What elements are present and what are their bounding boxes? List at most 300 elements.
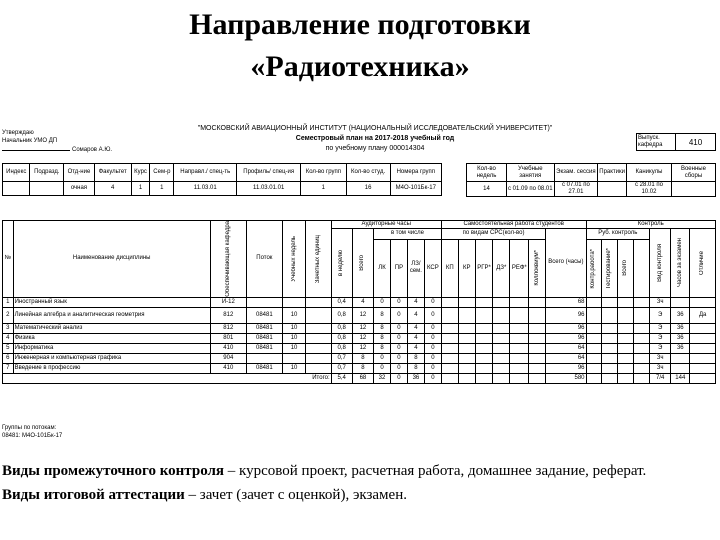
col-kontr [586,239,602,297]
totals-sam: 580 [546,373,586,383]
cell-empty [529,323,546,333]
cell-empty [529,353,546,363]
cell-empty [618,307,634,323]
cell-empty [618,363,634,373]
cell-empty [458,353,475,363]
footer-line2-rest: – зачет (зачет с оценкой), экзамен. [184,487,407,503]
hdr-faculty: Факультет [94,164,131,182]
col-sam-total: Всего (часы) [546,229,586,298]
cell-pr: 0 [390,333,407,343]
cell-empty [441,353,458,363]
cell-ksr: 0 [424,353,441,363]
hdr-course: Курс [131,164,150,182]
cell-mark [690,297,716,307]
footer-line1-rest: – курсовой проект, расчетная работа, домашнее задание, реферат. [224,463,647,479]
hdr-exam-session: Экзам. сессия [554,164,598,182]
cell-lk: 8 [374,343,391,353]
totals-ref [510,373,529,383]
col-stream: Поток [246,221,282,298]
cell-stream: 08481 [246,307,282,323]
totals-kr [458,373,475,383]
signature-line [2,150,70,151]
col-coll [529,239,546,297]
val-profile: 11.03.01.01 [237,182,301,196]
table-row [3,307,716,323]
totals-lk: 32 [374,373,391,383]
hdr-weeks: Кол-во недель [467,164,507,182]
cell-credit [306,297,331,307]
cell-stream [246,353,282,363]
col-credit [306,221,331,298]
cell-lk: 8 [374,307,391,323]
cell-empty [458,343,475,353]
cell-stream: 08481 [246,333,282,343]
cell-kind: Э [650,333,671,343]
cell-pr: 0 [390,307,407,323]
streams-label: Группы по потокам: [2,425,57,431]
cell-empty [586,333,602,343]
cell-empty [634,297,650,307]
cell-lk: 8 [374,333,391,343]
cell-empty [493,343,510,353]
hdr-direction: Направл./ спец-ть [174,164,237,182]
cell-empty [493,297,510,307]
cell-n: 5 [3,343,14,353]
cell-pr: 0 [390,353,407,363]
totals-empty [529,373,546,383]
cell-weeks: 10 [282,343,305,353]
cell-empty [602,333,618,343]
totals-coll [586,373,602,383]
cell-n: 1 [3,297,14,307]
cell-name: Физика [13,333,210,343]
slide-title-line1: Направление подготовки [189,8,531,41]
col-sam-group: Самостоятельная работа студентов [441,221,586,229]
cell-empty [634,333,650,343]
cell-lk: 0 [374,297,391,307]
cell-empty [618,343,634,353]
totals-kind: 7/4 [650,373,671,383]
cell-dept: 410 [210,343,246,353]
cell-n: 4 [3,333,14,343]
cell-empty [441,343,458,353]
cell-empty [602,363,618,373]
cell-name: Математический анализ [13,323,210,333]
slide-title-line2: «Радиотехника» [250,50,470,83]
val-practice [598,182,627,197]
val-military [671,182,715,197]
cell-empty [618,333,634,343]
totals-rub [634,373,650,383]
cell-tot: 8 [352,353,373,363]
cell-empty [634,343,650,353]
issuing-dept-box [636,133,716,151]
cell-empty [602,307,618,323]
cell-empty [529,333,546,343]
cell-empty [634,323,650,333]
cell-empty [618,297,634,307]
hdr-classes: Учебные занятия [506,164,554,182]
cell-tot: 12 [352,323,373,333]
cell-exam: 36 [671,333,690,343]
cell-dept: И-12 [210,297,246,307]
cell-credit [306,353,331,363]
totals-ksr: 0 [424,373,441,383]
val-weeks: 14 [467,182,507,197]
col-by-type: по видам СРС(кол-во) [441,229,545,240]
col-lk: ЛК [374,239,391,297]
col-rub-total-label: Всего [622,260,629,277]
cell-weeks [282,297,305,307]
col-no: № [3,221,14,298]
disciplines-body [3,297,716,373]
cell-ksr: 0 [424,297,441,307]
cell-credit [306,333,331,343]
cell-w: 0,8 [331,333,352,343]
cell-empty [458,333,475,343]
cell-empty [475,363,493,373]
cell-lab: 4 [407,333,424,343]
cell-w: 0,7 [331,363,352,373]
approve-name: Сомаров А.Ю. [72,147,113,153]
cell-mark [690,363,716,373]
cell-empty [529,307,546,323]
hdr-students-count: Кол-во студ. [346,164,390,182]
cell-sam: 96 [546,323,586,333]
val-subdivision [30,182,64,196]
cell-sam: 96 [546,363,586,373]
cell-empty [458,363,475,373]
cell-empty [510,333,529,343]
cell-weeks: 10 [282,363,305,373]
totals-test [618,373,634,383]
cell-mark [690,333,716,343]
cell-name: Иностранный язык [13,297,210,307]
approve-label: Утверждаю [2,130,34,136]
col-mark [690,229,716,298]
cell-empty [458,307,475,323]
hdr-military: Военные сборы [671,164,715,182]
cell-n: 2 [3,307,14,323]
cell-empty [475,323,493,333]
plan-subtitle: по учебному плану 000014304 [325,145,425,152]
col-discipline: Наименование дисциплины [13,221,210,298]
totals-week: 5,4 [331,373,352,383]
approve-role: Начальник УМО ДП [2,138,58,144]
totals-mark [690,373,716,383]
cell-weeks: 10 [282,307,305,323]
cell-name: Линейная алгебра и аналитическая геометрия [13,307,210,323]
cell-stream: 08481 [246,343,282,353]
val-classes: с 01.09 по 08.01 [506,182,554,197]
col-rgr: РГР* [475,239,493,297]
col-kp: КП [441,239,458,297]
totals-label: Итого: [3,373,332,383]
cell-empty [586,297,602,307]
cell-tot: 8 [352,363,373,373]
cell-lab: 4 [407,297,424,307]
cell-empty [602,323,618,333]
val-direction: 11.03.01 [174,182,237,196]
cell-dept: 812 [210,307,246,323]
cell-name: Инженерная и компьютерная графика [13,353,210,363]
cell-sam: 64 [546,343,586,353]
cell-exam [671,297,690,307]
cell-exam [671,363,690,373]
cell-n: 7 [3,363,14,373]
col-credit-label: Зачетных единиц [314,234,321,284]
table-row [3,353,716,363]
cell-empty [634,363,650,373]
cell-pr: 0 [390,297,407,307]
cell-tot: 12 [352,343,373,353]
group-info-table [2,163,442,196]
col-test [602,239,618,297]
col-weeks-label: Учебных недель [290,236,297,282]
cell-empty [529,343,546,353]
col-rub: Руб. контроль [586,229,650,240]
hdr-group-numbers: Номера групп [390,164,441,182]
cell-sam: 68 [546,297,586,307]
cell-pr: 0 [390,323,407,333]
cell-weeks: 10 [282,323,305,333]
cell-empty [493,333,510,343]
cell-empty [458,297,475,307]
totals-row [3,373,716,383]
col-dept [210,221,246,298]
totals-kontr [602,373,618,383]
cell-credit [306,343,331,353]
cell-w: 0,7 [331,353,352,363]
cell-empty [475,353,493,363]
cell-pr: 0 [390,363,407,373]
cell-lab: 8 [407,353,424,363]
cell-ksr: 0 [424,333,441,343]
cell-empty [586,343,602,353]
cell-empty [602,343,618,353]
table-row [3,333,716,343]
col-kontr-label: Контр.работа* [590,248,597,289]
cell-empty [618,323,634,333]
col-mark-label: Отличие [699,250,706,275]
cell-pr: 0 [390,343,407,353]
cell-empty [510,363,529,373]
val-department: очная [64,182,95,196]
cell-empty [441,333,458,343]
val-course: 1 [131,182,150,196]
cell-empty [602,297,618,307]
footer-line2 [2,484,718,506]
footer-line2-bold: Виды итоговой аттестации [2,487,185,503]
cell-kind: Э [650,307,671,323]
cell-name: Информатика [13,343,210,353]
hdr-groups-count: Кол-во групп [301,164,346,182]
curriculum-document [0,112,720,445]
issuing-dept-value: 410 [676,134,716,151]
val-faculty: 4 [94,182,131,196]
cell-kind: Зч [650,363,671,373]
cell-empty [634,353,650,363]
col-lab: ЛЗ/ сем. [407,239,424,297]
disciplines-table [2,220,716,384]
val-holidays: с 28.01 по 10.02 [627,182,672,197]
cell-w: 0,4 [331,297,352,307]
cell-empty [441,323,458,333]
cell-ksr: 0 [424,343,441,353]
hdr-subdivision: Подразд. [30,164,64,182]
cell-kind: Э [650,323,671,333]
cell-mark [690,343,716,353]
hdr-practice: Практики [598,164,627,182]
cell-lab: 4 [407,323,424,333]
cell-lk: 0 [374,363,391,373]
cell-kind: Э [650,343,671,353]
cell-ksr: 0 [424,323,441,333]
col-kr: КР [458,239,475,297]
cell-stream [246,297,282,307]
hdr-profile: Профиль/ спец-ия [237,164,301,182]
institute-name: "МОСКОВСКИЙ АВИАЦИОННЫЙ ИНСТИТУТ (НАЦИОНАЛЬНЫЙ ИССЛЕДОВАТЕЛЬСКИЙ УНИВЕРСИТЕТ)" [197,125,553,132]
cell-credit [306,323,331,333]
cell-empty [510,353,529,363]
cell-empty [529,297,546,307]
cell-n: 3 [3,323,14,333]
issuing-dept-label: Выпуск. кафедра [637,134,676,151]
cell-dept: 812 [210,323,246,333]
cell-empty [441,297,458,307]
col-total-label: Всего [359,255,366,271]
col-aud-group: Аудиторные часы [331,221,441,229]
col-kind [650,229,671,298]
table-row [3,343,716,353]
cell-empty [586,363,602,373]
cell-lk: 0 [374,353,391,363]
cell-empty [441,363,458,373]
totals-lab: 36 [407,373,424,383]
cell-empty [475,333,493,343]
val-group-numbers: М4О-101Бк-17 [390,182,441,196]
table-row [3,323,716,333]
cell-credit [306,363,331,373]
cell-empty [510,343,529,353]
col-in-week [331,229,352,298]
col-dz: ДЗ* [493,239,510,297]
val-groups-count: 1 [301,182,346,196]
totals-dz [493,373,510,383]
cell-lab: 8 [407,363,424,373]
col-ksr: КСР [424,239,441,297]
cell-empty [493,363,510,373]
col-exam-hours-label: Часов за экзамен [676,238,683,288]
cell-empty [493,353,510,363]
cell-w: 0,8 [331,323,352,333]
plan-title: Семестровый план на 2017-2018 учебный год [295,135,455,142]
val-semester: 1 [150,182,174,196]
cell-lab: 4 [407,307,424,323]
cell-empty [510,323,529,333]
cell-empty [634,307,650,323]
hdr-index: Индекс [3,164,30,182]
cell-empty [510,307,529,323]
cell-exam [671,353,690,363]
col-incl: в том числе [374,229,442,240]
cell-empty [475,297,493,307]
cell-weeks [282,353,305,363]
val-students-count: 16 [346,182,390,196]
footer-line1 [2,460,718,482]
totals-pr: 0 [390,373,407,383]
cell-n: 6 [3,353,14,363]
cell-w: 0,8 [331,307,352,323]
cell-empty [475,307,493,323]
val-exam-session: с 07.01 по 27.01 [554,182,598,197]
cell-sam: 96 [546,333,586,343]
cell-weeks: 10 [282,333,305,343]
col-rub-total [618,239,634,297]
totals-exam: 144 [671,373,690,383]
cell-kind: Зч [650,297,671,307]
cell-empty [618,353,634,363]
cell-kind: Зч [650,353,671,363]
table-row [3,363,716,373]
cell-credit [306,307,331,323]
cell-mark [690,353,716,363]
cell-empty [602,353,618,363]
col-total [352,229,373,298]
cell-dept: 801 [210,333,246,343]
cell-tot: 12 [352,307,373,323]
col-control: Контроль [586,221,716,229]
cell-empty [441,307,458,323]
cell-empty [510,297,529,307]
cell-empty [493,307,510,323]
table-row [3,297,716,307]
cell-w: 0,8 [331,343,352,353]
cell-empty [458,323,475,333]
cell-ksr: 0 [424,307,441,323]
col-exam-hours [671,229,690,298]
cell-empty [493,323,510,333]
cell-exam: 36 [671,307,690,323]
col-test-label: Тестирование* [606,247,613,289]
cell-stream: 08481 [246,323,282,333]
cell-empty [586,323,602,333]
hdr-semester: Сем-р [150,164,174,182]
col-coll-label: Коллоквиум* [533,250,540,287]
col-in-week-label: в неделю [338,249,345,276]
cell-empty [586,353,602,363]
col-weeks [282,221,305,298]
val-index [3,182,30,196]
cell-empty [475,343,493,353]
footer-line1-bold: Виды промежуточного контроля [2,463,225,479]
totals-rgr [475,373,493,383]
col-dept-label: Обеспечивающая кафедра [224,221,231,297]
cell-dept: 904 [210,353,246,363]
cell-stream: 08481 [246,363,282,373]
col-kind-label: Вид контроля [656,243,663,282]
cell-mark [690,323,716,333]
cell-empty [529,363,546,373]
cell-tot: 4 [352,297,373,307]
hdr-holidays: Каникулы [627,164,672,182]
totals-kp [441,373,458,383]
col-pr: ПР [390,239,407,297]
cell-tot: 12 [352,333,373,343]
cell-dept: 410 [210,363,246,373]
cell-name: Введение в профессию [13,363,210,373]
cell-mark: Да [690,307,716,323]
